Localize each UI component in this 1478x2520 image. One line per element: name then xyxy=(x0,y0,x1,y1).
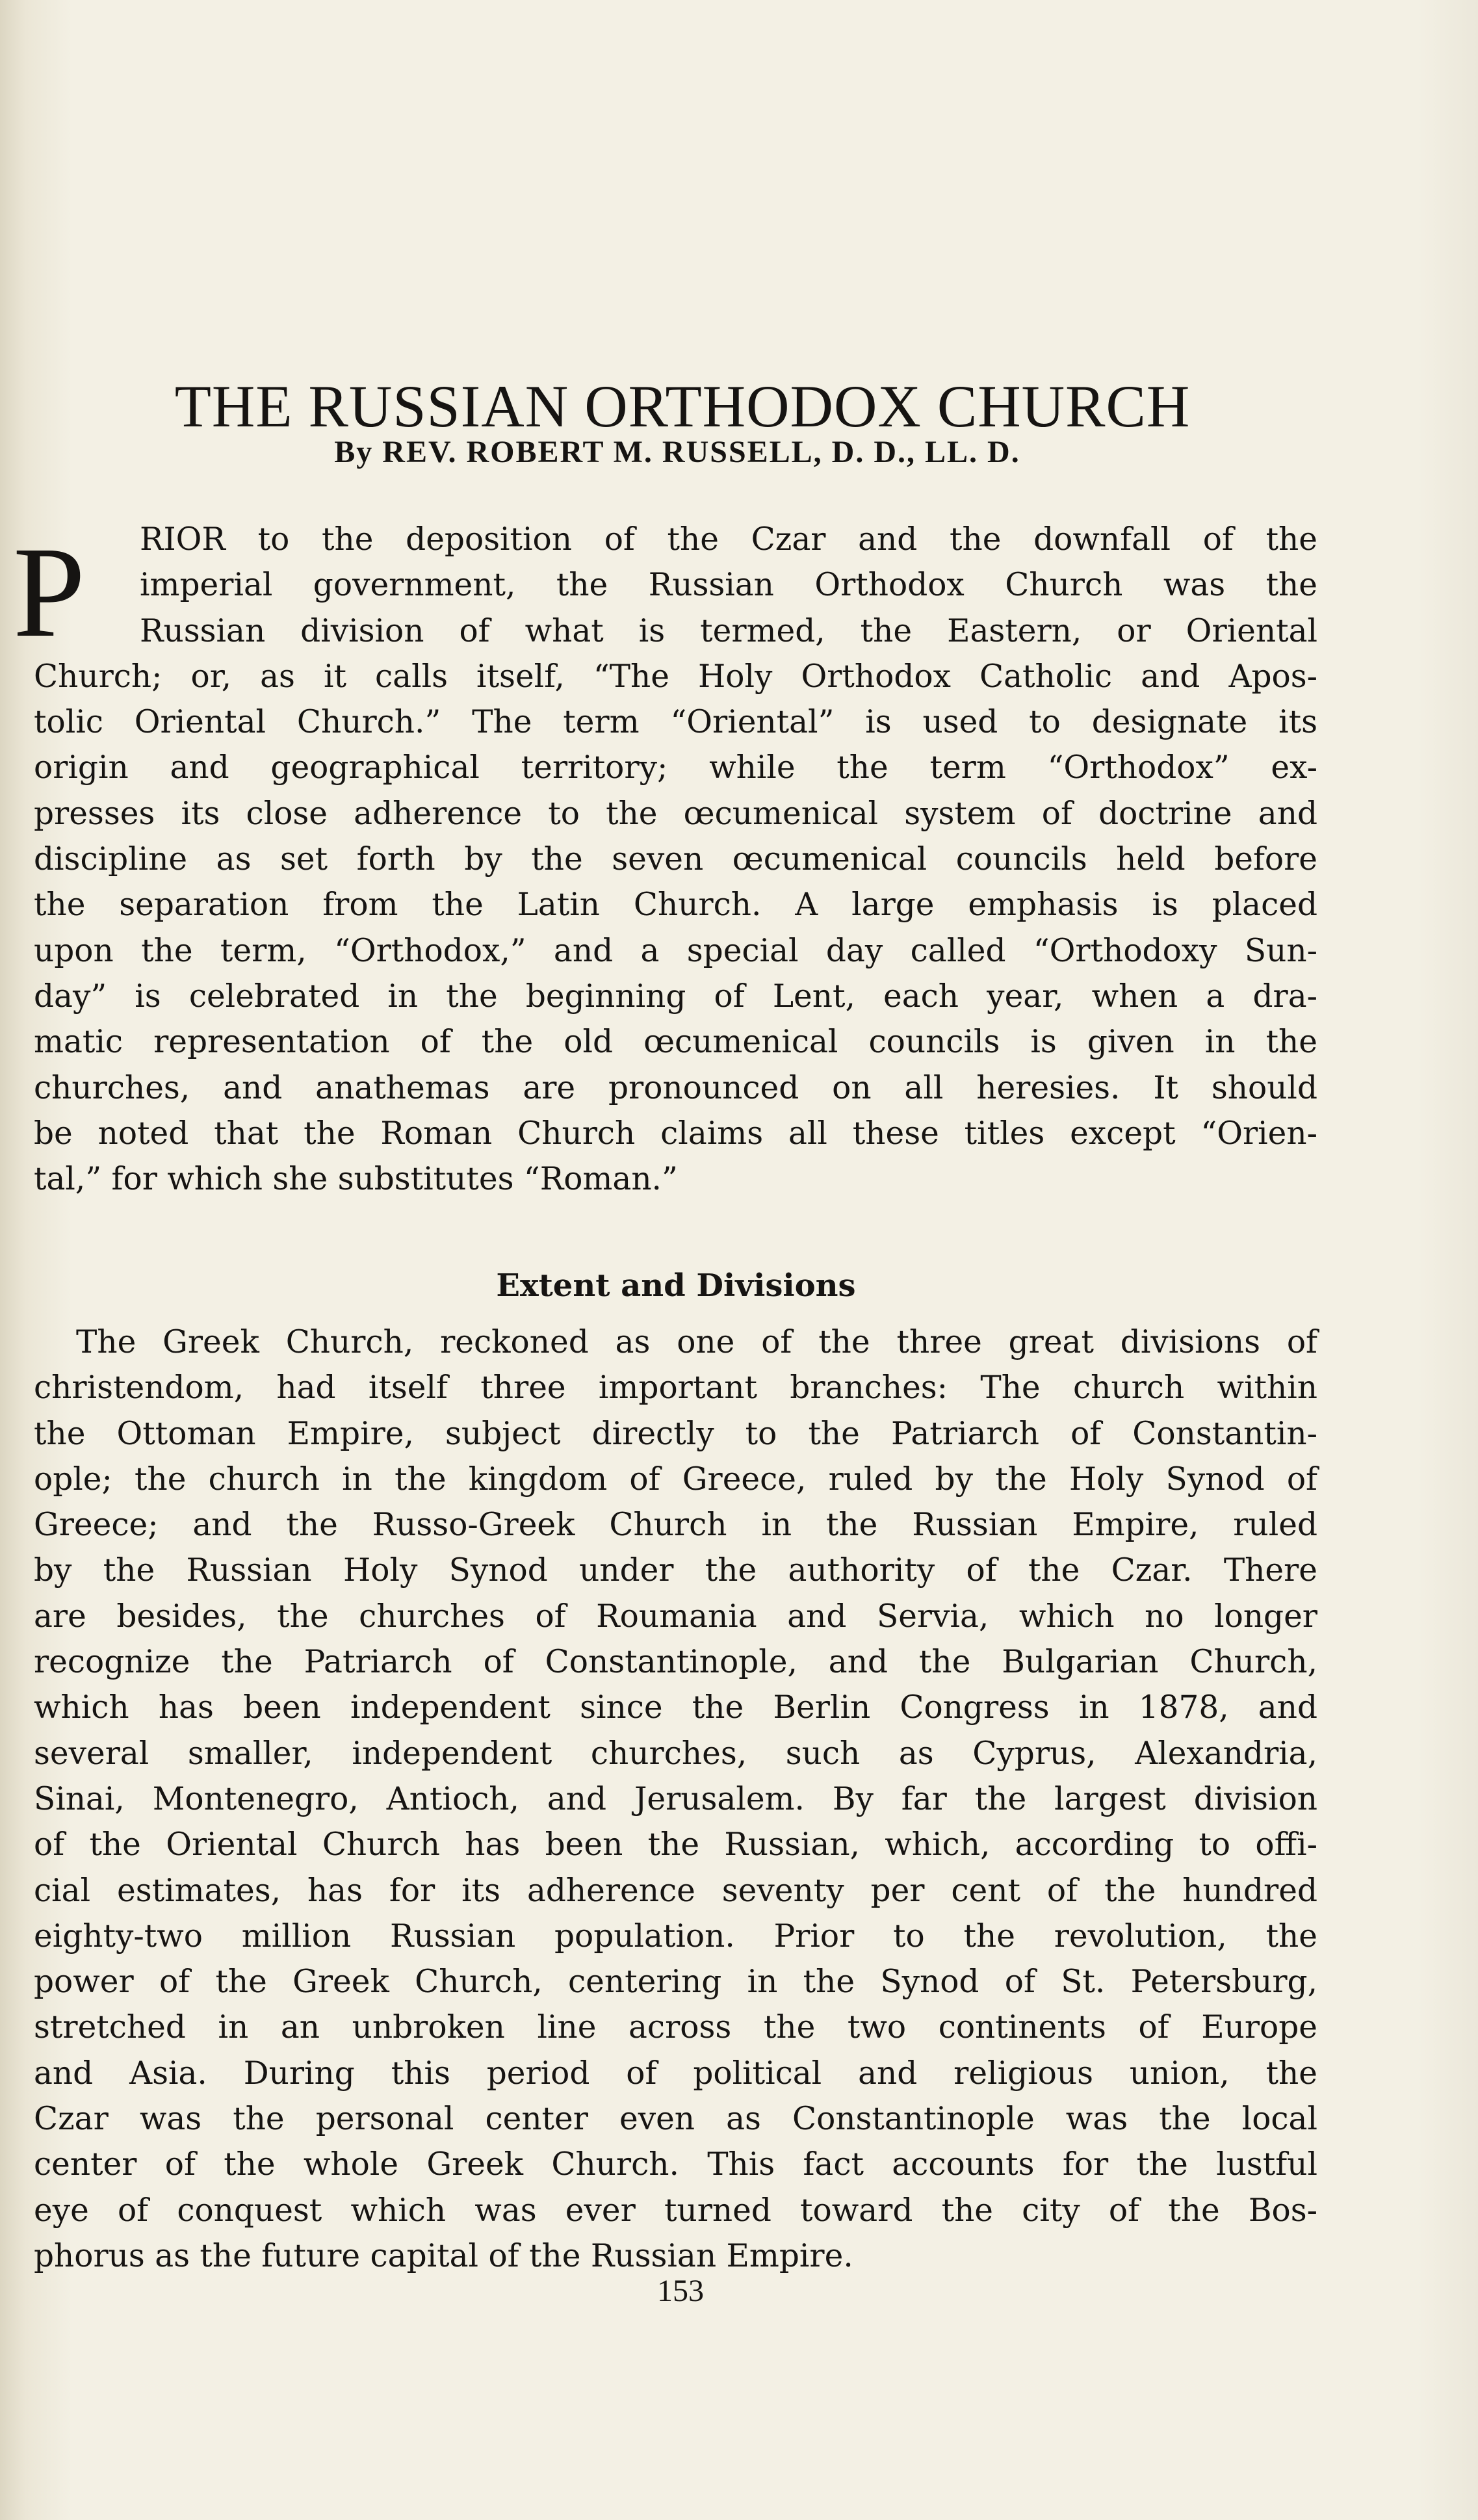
text-line: origin and geographical territory; while the term “Orthodox” ex- xyxy=(34,749,1317,786)
text-line: day” is celebrated in the beginning of Lent, each year, when a dra- xyxy=(34,978,1317,1015)
text-line: several smaller, independent churches, such as Cyprus, Alexandria, xyxy=(34,1735,1317,1772)
text-line: stretched in an unbroken line across the two continents of Europe xyxy=(34,2009,1317,2046)
text-line: be noted that the Roman Church claims all these titles except “Orien- xyxy=(34,1115,1317,1152)
text-line: ople; the church in the kingdom of Greece, ruled by the Holy Synod of xyxy=(34,1461,1317,1498)
text-line: upon the term, “Orthodox,” and a special day called “Orthodoxy Sun- xyxy=(34,932,1317,969)
text-line: eye of conquest which was ever turned toward the city of the Bos- xyxy=(34,2192,1317,2229)
text-line: center of the whole Greek Church. This fact accounts for the lustful xyxy=(34,2146,1317,2183)
text-line: the separation from the Latin Church. A large emphasis is placed xyxy=(34,887,1317,924)
author-byline: By REV. ROBERT M. RUSSELL, D. D., LL. D. xyxy=(334,435,1020,469)
text-line: Church; or, as it calls itself, “The Holy Orthodox Catholic and Apos- xyxy=(34,658,1317,695)
text-line: Russian division of what is termed, the Eastern, or Oriental xyxy=(140,612,1317,649)
text-line: imperial government, the Russian Orthodox Church was the xyxy=(140,567,1317,604)
text-line: by the Russian Holy Synod under the authority of the Czar. There xyxy=(34,1552,1317,1589)
text-line: power of the Greek Church, centering in the Synod of St. Petersburg, xyxy=(34,1964,1317,2001)
drop-cap: P xyxy=(13,521,86,664)
text-line: of the Oriental Church has been the Russian, which, according to offi- xyxy=(34,1826,1317,1864)
section-paragraph xyxy=(34,1319,1317,2279)
text-line: RIOR to the deposition of the Czar and the downfall of the xyxy=(140,521,1317,558)
text-line: cial estimates, has for its adherence seventy per cent of the hundred xyxy=(34,1872,1317,1909)
page-title: THE RUSSIAN ORTHODOX CHURCH xyxy=(174,372,1191,439)
text-line: christendom, had itself three important branches: The church within xyxy=(34,1370,1317,1407)
text-line: discipline as set forth by the seven œcumenical councils held before xyxy=(34,841,1317,878)
text-line: presses its close adherence to the œcumenical system of doctrine and xyxy=(34,795,1317,832)
text-line: matic representation of the old œcumenical councils is given in the xyxy=(34,1024,1317,1061)
text-line: are besides, the churches of Roumania and Servia, which no longer xyxy=(34,1598,1317,1635)
text-line: the Ottoman Empire, subject directly to the Patriarch of Constantin- xyxy=(34,1415,1317,1452)
text-line: tal,” for which she substitutes “Roman.” xyxy=(34,1161,678,1198)
text-line: recognize the Patriarch of Constantinople, and the Bulgarian Church, xyxy=(34,1644,1317,1681)
text-line: eighty-two million Russian population. Prior to the revolution, the xyxy=(34,1917,1317,1955)
intro-paragraph xyxy=(34,517,1317,1202)
text-line: churches, and anathemas are pronounced on all heresies. It should xyxy=(34,1069,1317,1106)
text-line: which has been independent since the Berlin Congress in 1878, and xyxy=(34,1689,1317,1726)
text-line: and Asia. During this period of political and religious union, the xyxy=(34,2055,1317,2092)
page-number: 153 xyxy=(657,2274,704,2308)
text-line: The Greek Church, reckoned as one of the three great divisions of xyxy=(76,1324,1317,1360)
text-line: Greece; and the Russo-Greek Church in the Russian Empire, ruled xyxy=(34,1507,1317,1544)
section-heading: Extent and Divisions xyxy=(496,1267,856,1304)
text-line: tolic Oriental Church.” The term “Oriental” is used to designate its xyxy=(34,704,1317,741)
text-line: Czar was the personal center even as Constantinople was the local xyxy=(34,2101,1317,2138)
text-line: Sinai, Montenegro, Antioch, and Jerusalem. By far the largest division xyxy=(34,1780,1317,1817)
text-line: phorus as the future capital of the Russian Empire. xyxy=(34,2237,853,2274)
